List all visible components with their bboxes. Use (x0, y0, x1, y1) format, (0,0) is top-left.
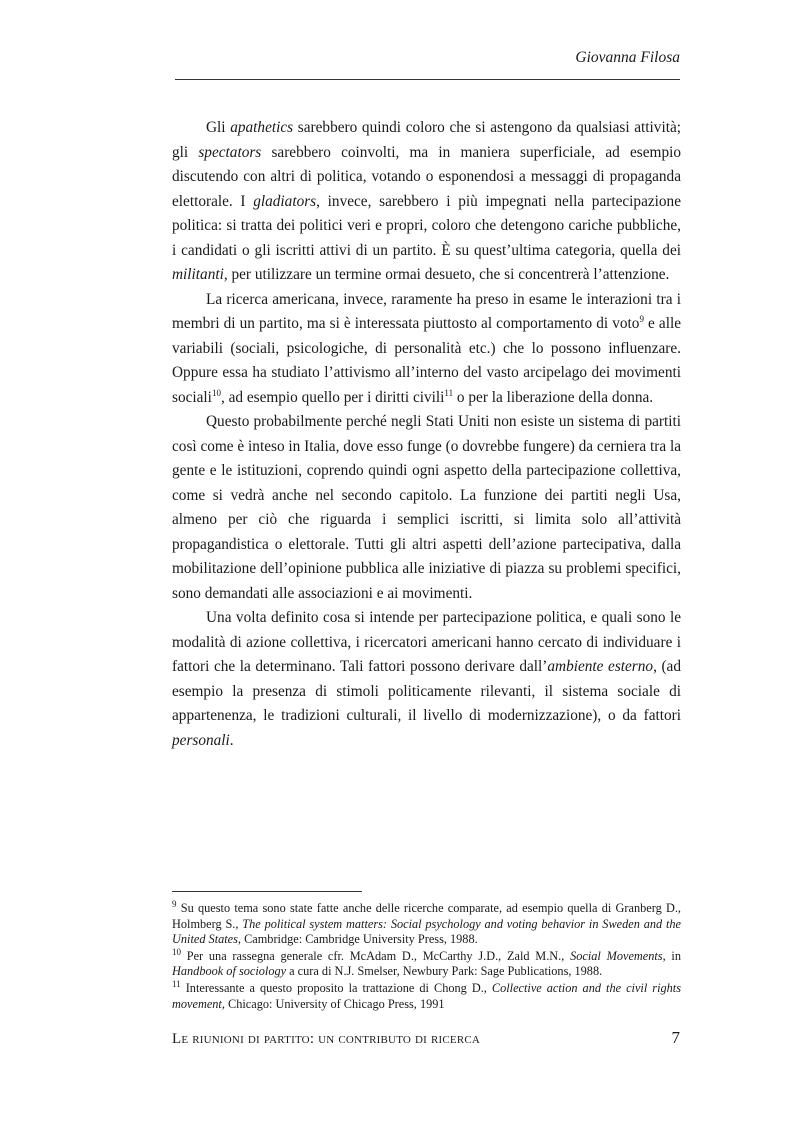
paragraph (172, 116, 681, 288)
italic-text: apathetics (230, 119, 294, 136)
text-run: , in (662, 948, 681, 963)
text-run: , Cambridge: Cambridge University Press, 1988. (237, 932, 478, 947)
italic-text: Social Movements (570, 948, 663, 963)
italic-text: personali (172, 731, 230, 749)
italic-text: gladiators (253, 192, 317, 210)
header-divider (175, 79, 680, 80)
text-run: Per una rassegna generale cfr. McAdam D., McCarthy J.D., Zald M.N., (181, 948, 571, 963)
footnote-divider (172, 891, 362, 892)
footnote-marker: 11 (444, 387, 454, 398)
italic-text: ambiente esterno (547, 658, 654, 675)
running-footer-title: Le riunioni di partito: un contributo di ricerca (172, 1031, 481, 1047)
text-run: , per utilizzare un termine ormai desueto, che si concentrerà l’attenzione. (223, 266, 670, 283)
footnote-marker: 10 (211, 387, 221, 398)
main-text (172, 116, 681, 753)
footnotes (172, 898, 681, 1013)
text-run: , invece, sarebbero i più impegnati nella partecipazione politica: si tratta dei politici veri e propri, coloro che detengono cariche pubbliche, i candidati o gli iscritti attivi di un partito. È su quest’ultima categoria, quella dei (172, 192, 681, 259)
footnote-marker: 9 (639, 313, 644, 324)
text-run: o per la liberazione della donna. (453, 388, 654, 406)
paragraph (172, 288, 681, 411)
paragraph (172, 606, 681, 753)
text-run: , Chicago: University of Chicago Press, 1991 (221, 996, 445, 1011)
paragraph (172, 410, 681, 606)
italic-text: The political system matters: Social psychology and voting behavior in Sweden and the United States (172, 916, 681, 947)
text-run: , (ad esempio la presenza di stimoli politicamente rilevanti, il sistema sociale di appartenenza, le tradizioni culturali, il livello di modernizzazione), o da fattori (172, 658, 681, 724)
text-run: La ricerca americana, invece, raramente ha preso in esame le interazioni tra i membri di un partito, ma si è interessata piuttosto al comportamento di voto (172, 290, 681, 332)
text-run: e alle variabili (sociali, psicologiche, di personalità etc.) che lo possono influenzare. Oppure essa ha studiato l’attivismo all’interno del vasto arcipelago dei movimenti sociali (172, 315, 681, 406)
italic-text: Handbook of sociology (172, 964, 287, 979)
text-run: a cura di N.J. Smelser, Newbury Park: Sage Publications, 1988. (286, 964, 603, 979)
italic-text: Collective action and the civil rights movement (172, 980, 681, 1011)
footnote-marker: 9 (172, 898, 177, 909)
text-run: Gli (206, 119, 231, 136)
text-run: Questo probabilmente perché negli Stati Uniti non esiste un sistema di partiti così come è inteso in Italia, dove esso funge (o dovrebbe fungere) da cerniera tra la gente e le istituzioni, coprendo quindi ogni aspetto della partecipazione collettiva, come si vedrà anche nel secondo capitolo. La funzione dei partiti negli Usa, almeno per ciò che riguarda i semplici iscritti, si limita solo all’attività propagandistica o elettorale. Tutti gli altri aspetti dell’azione partecipativa, dalla mobilitazione dell’opinione pubblica alle iniziative di piazza su problemi specifici, sono demandati alle associazioni e ai movimenti. (172, 413, 681, 602)
page-number: 7 (671, 1028, 680, 1047)
text-run: . (229, 731, 234, 749)
running-header-author: Giovanna Filosa (575, 49, 680, 66)
footnote-marker: 11 (172, 978, 181, 989)
text-run: , ad esempio quello per i diritti civili (220, 388, 445, 406)
text-run: sarebbero coinvolti, ma in maniera superficiale, ad esempio discutendo con altri di politica, votando o esponendosi a messaggi di propaganda elettorale. I (172, 143, 681, 210)
footnote (172, 898, 681, 948)
italic-text: spectators (198, 143, 262, 161)
text-run: sarebbero quindi coloro che si astengono da qualsiasi attività; gli (172, 119, 681, 161)
footnote-marker: 10 (172, 946, 181, 957)
footnote (172, 946, 681, 980)
footnote (172, 978, 681, 1012)
text-run: Su questo tema sono state fatte anche delle ricerche comparate, ad esempio quella di Granberg D., Holmberg S., (172, 901, 681, 931)
text-run: Una volta definito cosa si intende per partecipazione politica, e quali sono le modalità di azione collettiva, i ricercatori americani hanno cercato di individuare i fattori che la determinano. Tali fattori possono derivare dall’ (172, 609, 681, 675)
italic-text: militanti (172, 266, 224, 283)
text-run: Interessante a questo proposito la trattazione di Chong D., (180, 980, 492, 995)
